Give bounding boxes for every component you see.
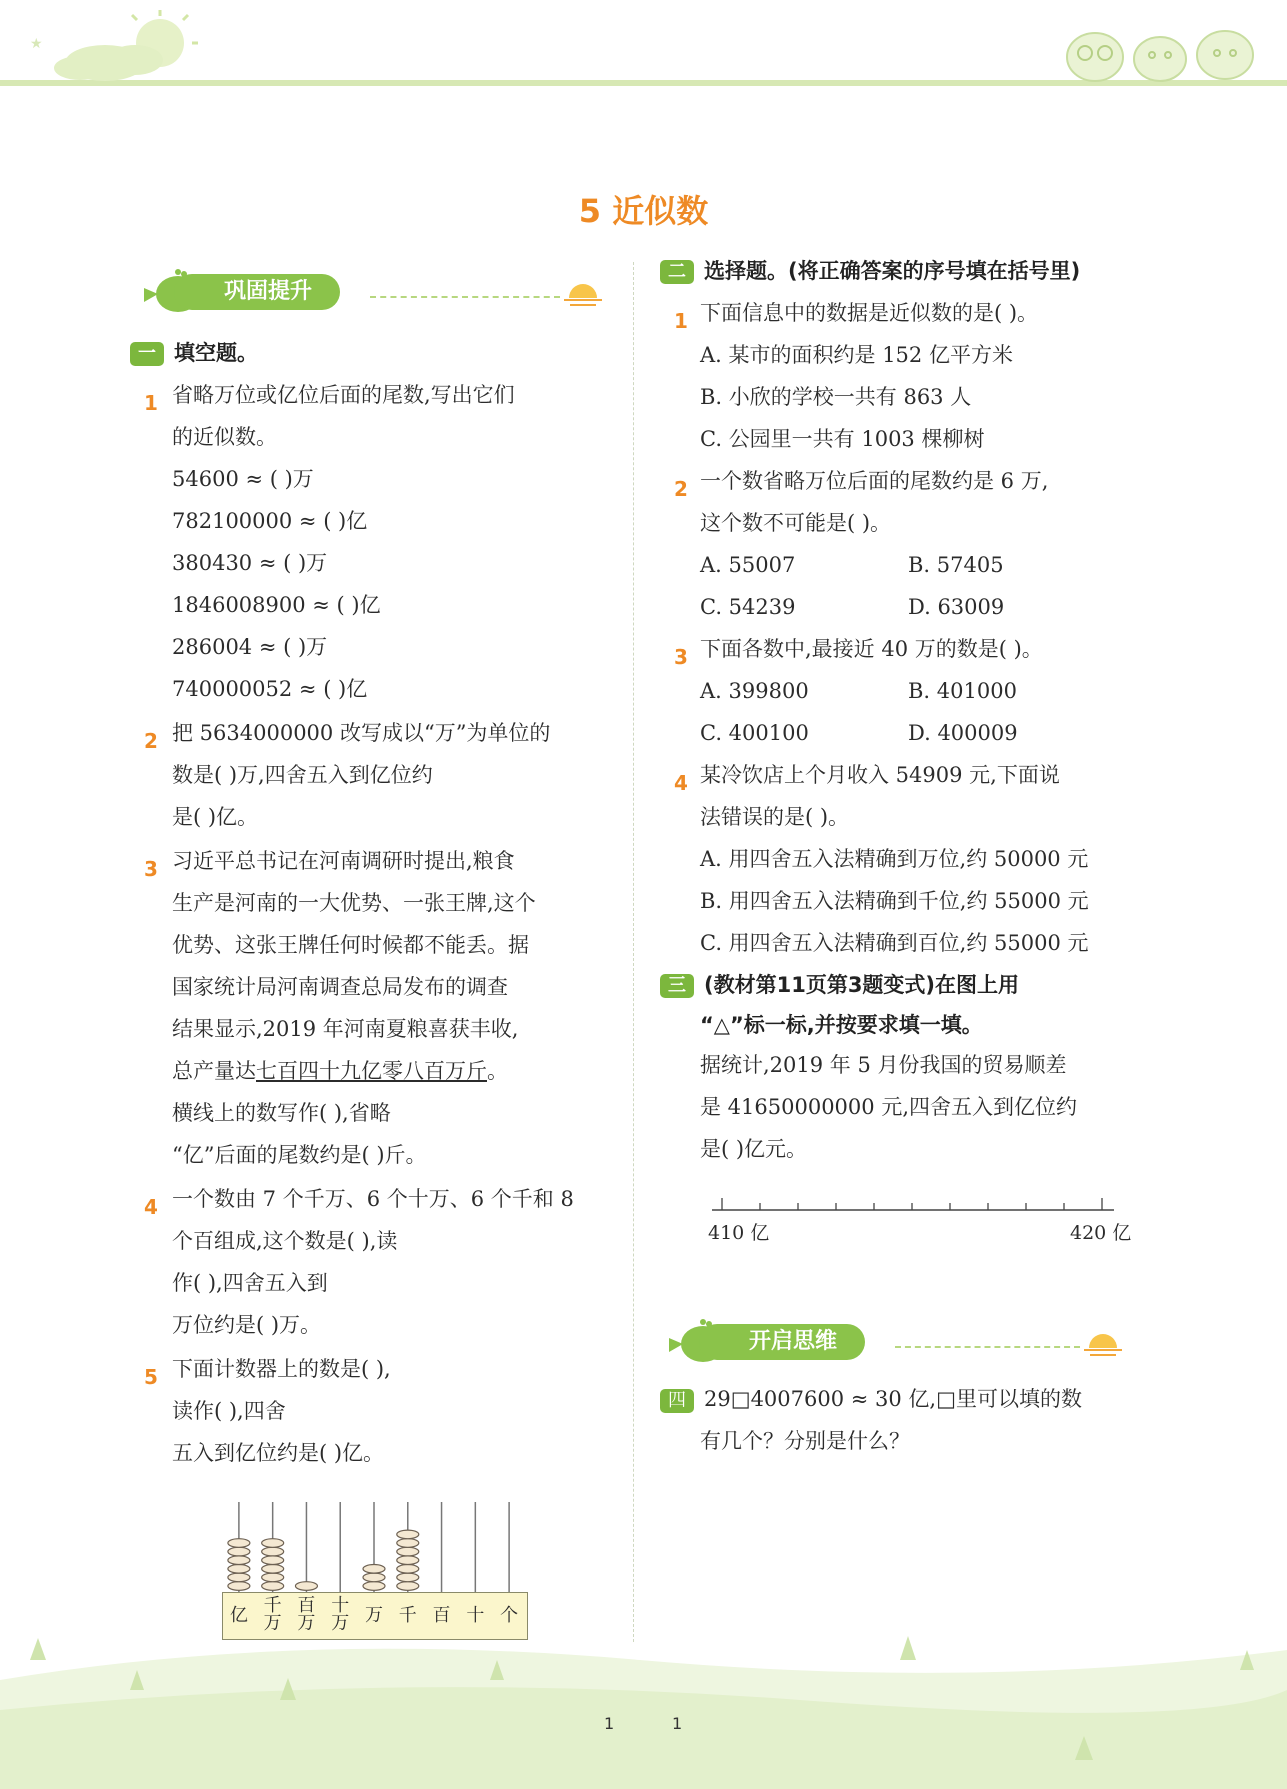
section-badge: 三 [660,974,694,998]
choice-question-stem: 一个数省略万位后面的尾数约是 6 万, [700,469,1049,493]
question-number: 1 [674,309,688,333]
abacus-bead [228,1556,250,1565]
sec3-text: 据统计,2019 年 5 月份我国的贸易顺差 [700,1053,1067,1077]
animals-decoration [1055,15,1265,85]
footer-hills [0,1620,1287,1789]
section-title: 选择题。(将正确答案的序号填在括号里) [704,259,1081,283]
option-c: C. 用四舍五入法精确到百位,约 55000 元 [700,931,1089,955]
q2-text: 是( )亿。 [172,805,259,829]
choice-question-stem: 某冷饮店上个月收入 54909 元,下面说 [700,763,1060,787]
abacus-bead [262,1539,284,1548]
section-four [660,1378,1150,1478]
question-number: 2 [674,477,688,501]
left-column [130,332,620,1632]
abacus-place-label: 百 万 [297,1595,316,1634]
abacus-bead [397,1556,419,1565]
abacus-bead [363,1565,385,1574]
q3-text-post: 。 [487,1059,508,1083]
option-b: B. 用四舍五入法精确到千位,约 55000 元 [700,889,1089,913]
section-badge: 二 [660,260,694,284]
q4-text: 作( ),四舍五入到 [172,1271,328,1295]
abacus-place-label: 个 [500,1605,519,1626]
option-b: B. 401000 [908,679,1017,703]
open-mind-banner-label: 开启思维 [699,1324,865,1360]
q5-text: 读作( ),四舍 [172,1399,286,1423]
option-d: D. 63009 [908,595,1005,619]
abacus-bead [397,1547,419,1556]
q4-text: 一个数由 7 个千万、6 个十万、6 个千和 8 [172,1187,574,1211]
sec3-text: 是( )亿元。 [700,1137,808,1161]
section-three-heading [660,964,1019,1006]
question-number: 3 [674,645,688,669]
q3-underlined-number: 七百四十九亿零八百万斤 [256,1059,487,1083]
q3-text: 结果显示,2019 年河南夏粮喜获丰收, [172,1017,519,1041]
abacus-bead [397,1530,419,1539]
question-number: 2 [144,729,158,753]
abacus-bead [262,1556,284,1565]
q1-text: 省略万位或亿位后面的尾数,写出它们 [172,383,515,407]
question-number: 1 [144,391,158,415]
abacus-bead [397,1582,419,1591]
choice-question-stem: 这个数不可能是( )。 [700,511,892,535]
abacus-place-label: 十 [466,1605,485,1626]
q4-text: 万位约是( )万。 [172,1313,322,1337]
sunrise-icon [560,272,606,312]
page-number: 1 [672,1714,683,1733]
abacus-place-label: 万 [364,1605,383,1626]
section-four-line1 [660,1378,1082,1420]
page-title: 5 近似数 [578,192,709,230]
abacus-bead [363,1573,385,1582]
q5-text: 五入到亿位约是( )亿。 [172,1441,385,1465]
q3-text: 习近平总书记在河南调研时提出,粮食 [172,849,515,873]
option-a: A. 用四舍五入法精确到万位,约 50000 元 [700,847,1089,871]
q2-text: 把 5634000000 改写成以“万”为单位的 [172,721,551,745]
option-a: A. 55007 [700,553,796,577]
question-number: 3 [144,857,158,881]
abacus-bead [228,1547,250,1556]
abacus-bead [262,1547,284,1556]
abacus-bead [397,1565,419,1574]
q3-text-pre: 总产量达 [172,1059,256,1083]
abacus-bead [397,1539,419,1548]
option-a: A. 399800 [700,679,809,703]
abacus-place-label: 千 万 [263,1595,282,1634]
abacus-bead [228,1582,250,1591]
q3-text: 优势、这张王牌任何时候都不能丢。据 [172,933,529,957]
option-c: C. 公园里一共有 1003 棵柳树 [700,427,985,451]
q1-text: 的近似数。 [172,425,277,449]
q1-item: 54600 ≈ ( )万 [172,467,314,491]
q1-item: 286004 ≈ ( )万 [172,635,328,659]
q1-item: 1846008900 ≈ ( )亿 [172,593,381,617]
question-number: 4 [674,771,688,795]
option-a: A. 某市的面积约是 152 亿平方米 [700,343,1013,367]
banner-dash-line [895,1346,1080,1348]
abacus-place-label: 千 [398,1605,417,1626]
q3-text: 国家统计局河南调查总局发布的调查 [172,975,508,999]
section-badge: 一 [130,342,164,366]
sunrise-icon [1080,1322,1126,1362]
choice-question-stem: 法错误的是( )。 [700,805,850,829]
abacus-bead [228,1539,250,1548]
q3-text [172,1050,508,1092]
section-two-heading [660,250,1080,292]
question-number: 4 [144,1195,158,1219]
column-divider [633,262,634,1642]
option-b: B. 57405 [908,553,1004,577]
consolidate-banner [140,272,620,312]
abacus-bead [262,1582,284,1591]
q2-text: 数是( )万,四舍五入到亿位约 [172,763,433,787]
banner-dash-line [370,296,560,298]
sec4-text: 有几个？分别是什么？ [700,1429,910,1453]
q3-text: “亿”后面的尾数约是( )斤。 [172,1143,427,1167]
section-badge: 四 [660,1389,694,1413]
q1-item: 740000052 ≈ ( )亿 [172,677,368,701]
abacus-rods [220,1500,530,1595]
question-number: 5 [144,1365,158,1389]
number-line-left-label: 410 亿 [708,1222,770,1244]
abacus-bead [228,1565,250,1574]
q1-item: 782100000 ≈ ( )亿 [172,509,368,533]
open-mind-banner [665,1322,1145,1362]
number-line-right-label: 420 亿 [1070,1222,1132,1244]
section-title: (教材第11页第3题变式)在图上用 [704,973,1020,997]
abacus-bead [295,1582,317,1591]
abacus-place-label: 百 [432,1605,451,1626]
section-one-heading [130,332,258,374]
choice-question-stem: 下面信息中的数据是近似数的是( )。 [700,301,1039,325]
q5-text: 下面计数器上的数是( ), [172,1357,391,1381]
section-three-heading-line2: “△”标一标,并按要求填一填。 [700,1013,983,1037]
number-line [700,1190,1150,1250]
sec4-text: 29□4007600 ≈ 30 亿,□里可以填的数 [704,1387,1082,1411]
q4-text: 个百组成,这个数是( ),读 [172,1229,398,1253]
option-b: B. 小欣的学校一共有 863 人 [700,385,972,409]
abacus-place-label: 亿 [229,1605,248,1626]
consolidate-banner-label: 巩固提升 [174,274,340,310]
sec3-text: 是 41650000000 元,四舍五入到亿位约 [700,1095,1077,1119]
choice-question-stem: 下面各数中,最接近 40 万的数是( )。 [700,637,1043,661]
abacus-bead [397,1573,419,1582]
number-line-axis [700,1190,1150,1220]
q3-text: 生产是河南的一大优势、一张王牌,这个 [172,891,536,915]
abacus-bead [262,1573,284,1582]
page-number: 1 [604,1714,615,1733]
cloud-sun-decoration [20,8,210,83]
abacus-bead [228,1573,250,1582]
option-c: C. 54239 [700,595,796,619]
option-c: C. 400100 [700,721,809,745]
svg-text:★: ★ [30,36,43,52]
abacus-place-label: 十 万 [331,1595,350,1634]
option-d: D. 400009 [908,721,1018,745]
section-title: 填空题。 [174,341,258,365]
abacus-bead [363,1582,385,1591]
abacus-bead [262,1565,284,1574]
q1-item: 380430 ≈ ( )万 [172,551,328,575]
q3-text: 横线上的数写作( ),省略 [172,1101,391,1125]
